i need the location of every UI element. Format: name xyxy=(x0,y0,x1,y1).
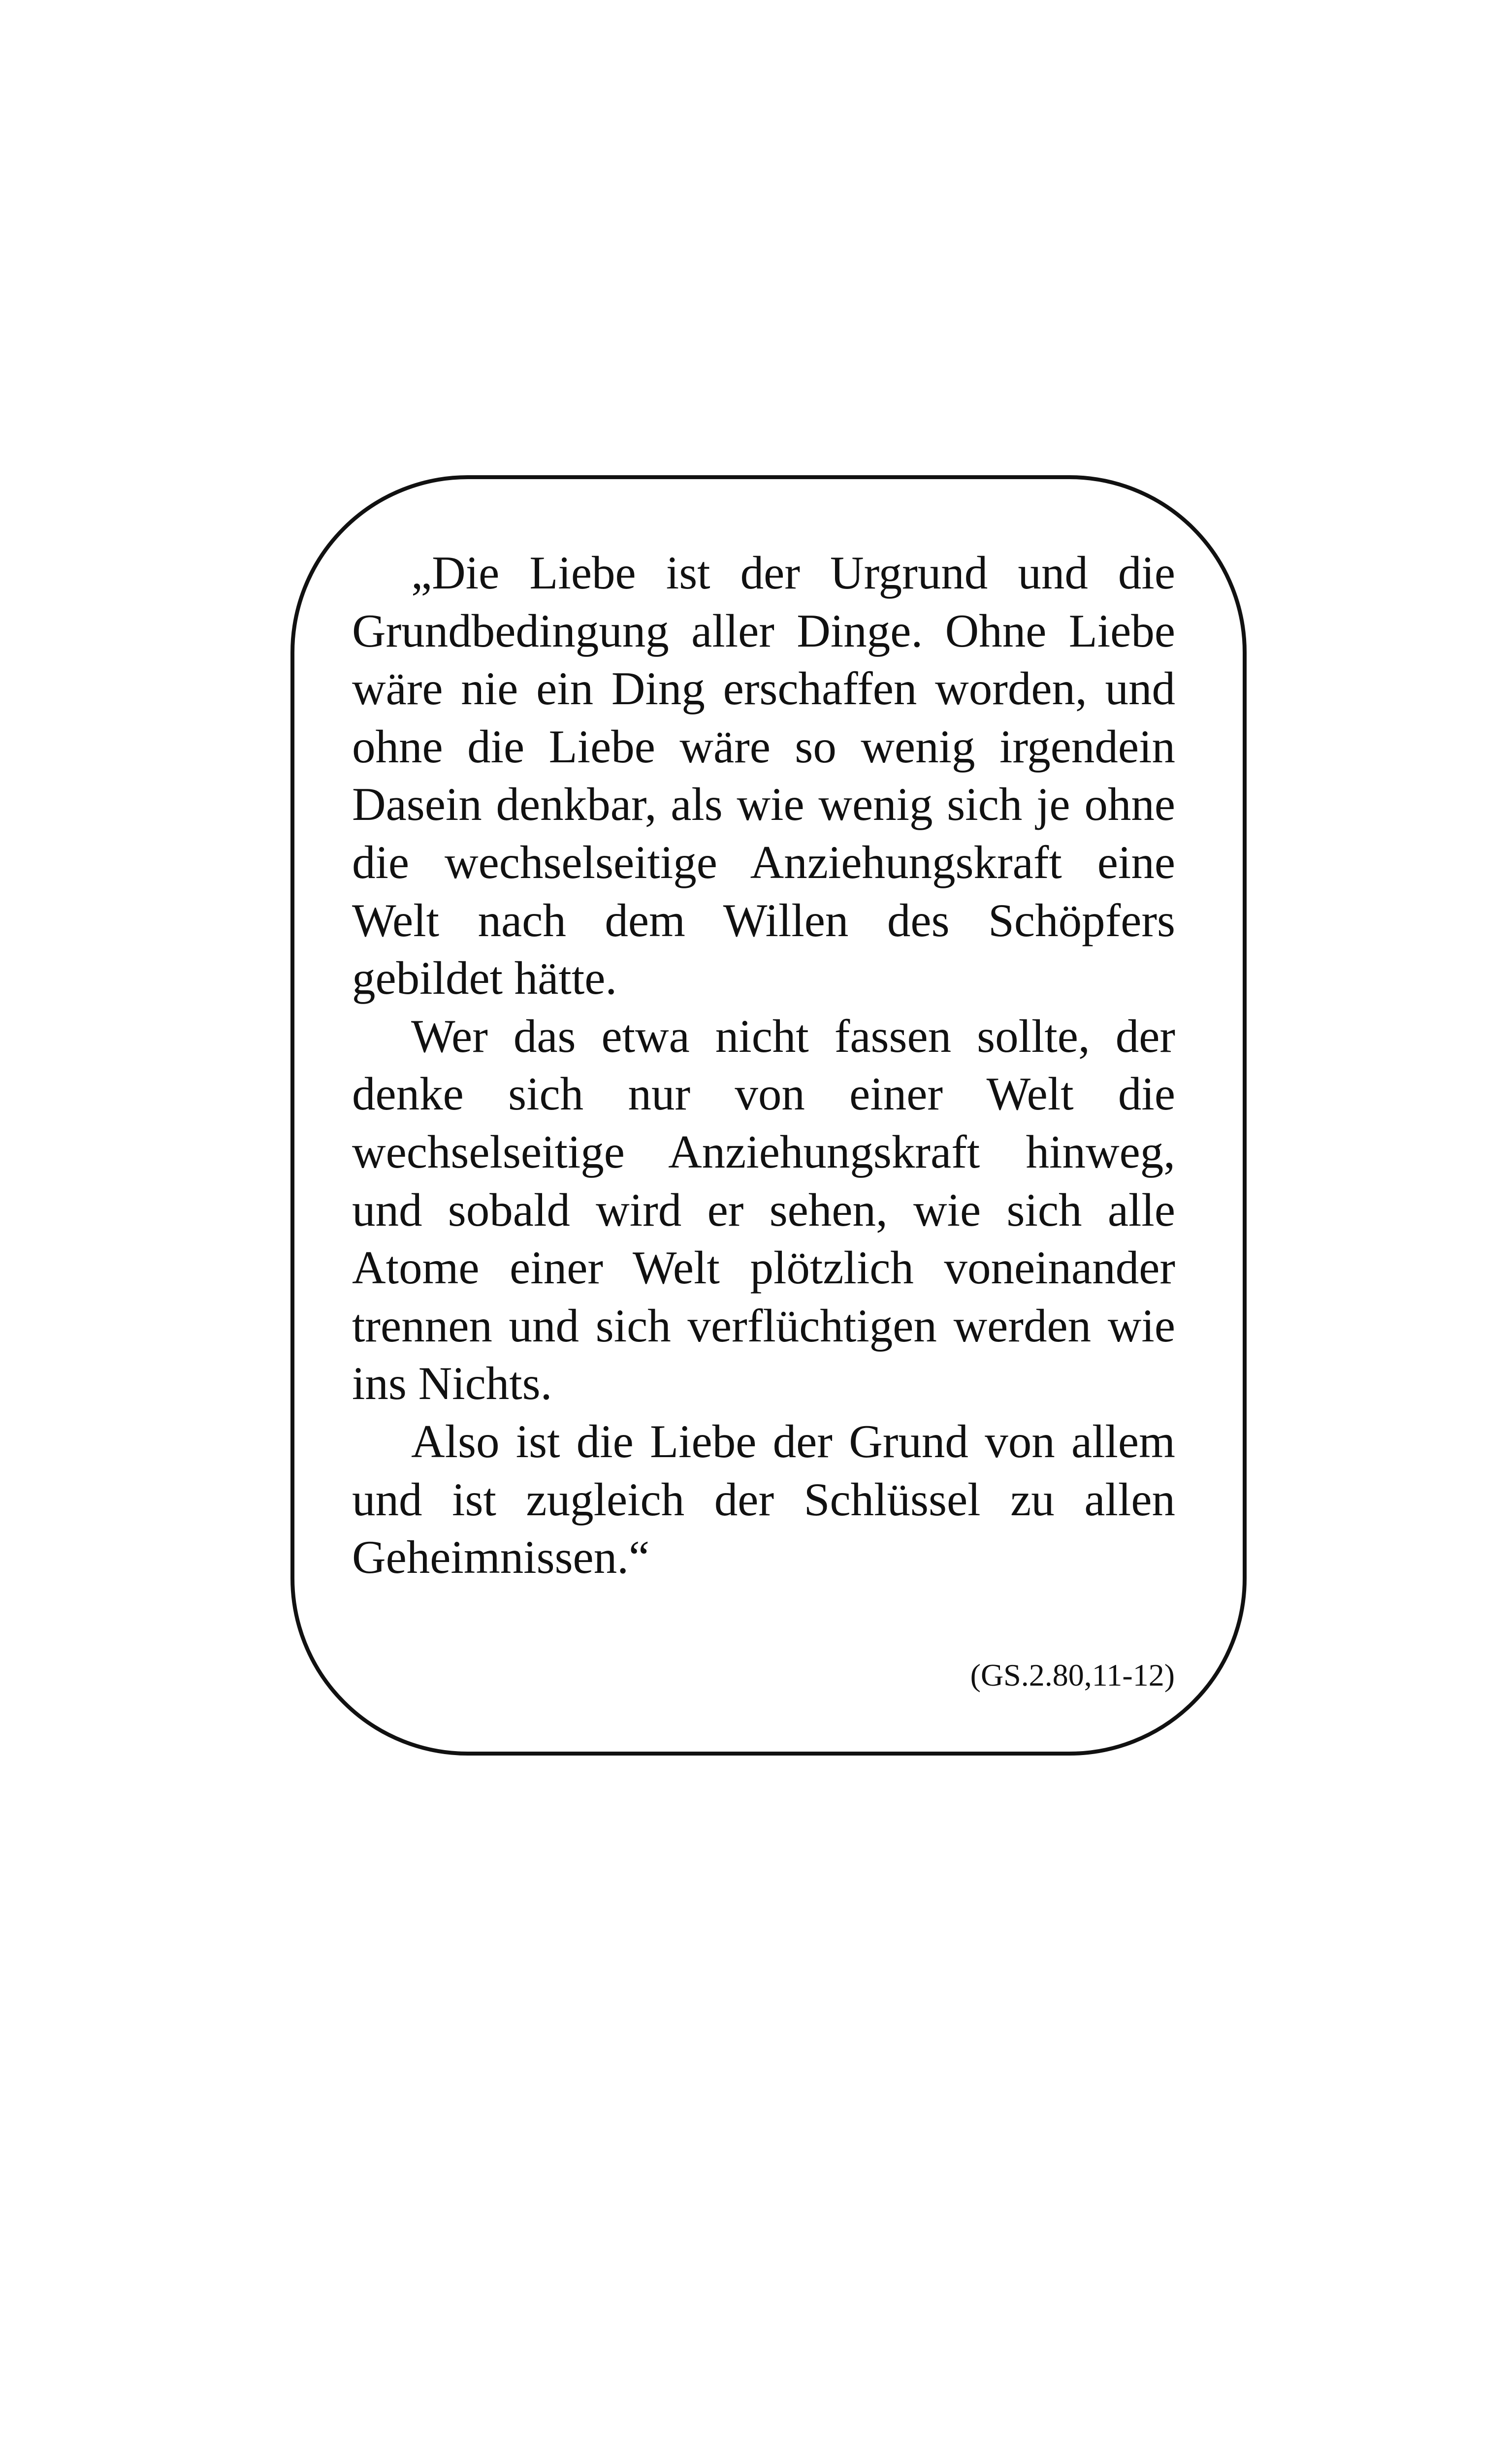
quote-paragraph-3: Also ist die Liebe der Grund von allem und ist zugleich der Schlüssel zu allen Geheimnissen.“ xyxy=(352,1415,1175,1584)
quote-paragraph-1: „Die Liebe ist der Urgrund und die Grundbedingung aller Dinge. Ohne Liebe wäre nie ein Ding erschaffen worden, und ohne die Liebe wäre so wenig irgendein Dasein denkbar, als wie wenig sich je ohne die wechselseitige Anziehungskraft eine Welt nach dem Willen des Schöpfers gebildet hätte. xyxy=(352,547,1175,1005)
quote-text xyxy=(352,544,1175,1587)
quote-citation: (GS.2.80,11-12) xyxy=(970,1658,1175,1693)
quote-paragraph-2: Wer das etwa nicht fassen sollte, der denke sich nur von einer Welt die wechselseitige Anziehungskraft hinweg, und sobald wird er sehen, wie sich alle Atome einer Welt plötzlich voneinander trennen und sich verflüchtigen werden wie ins Nichts. xyxy=(352,1010,1175,1410)
